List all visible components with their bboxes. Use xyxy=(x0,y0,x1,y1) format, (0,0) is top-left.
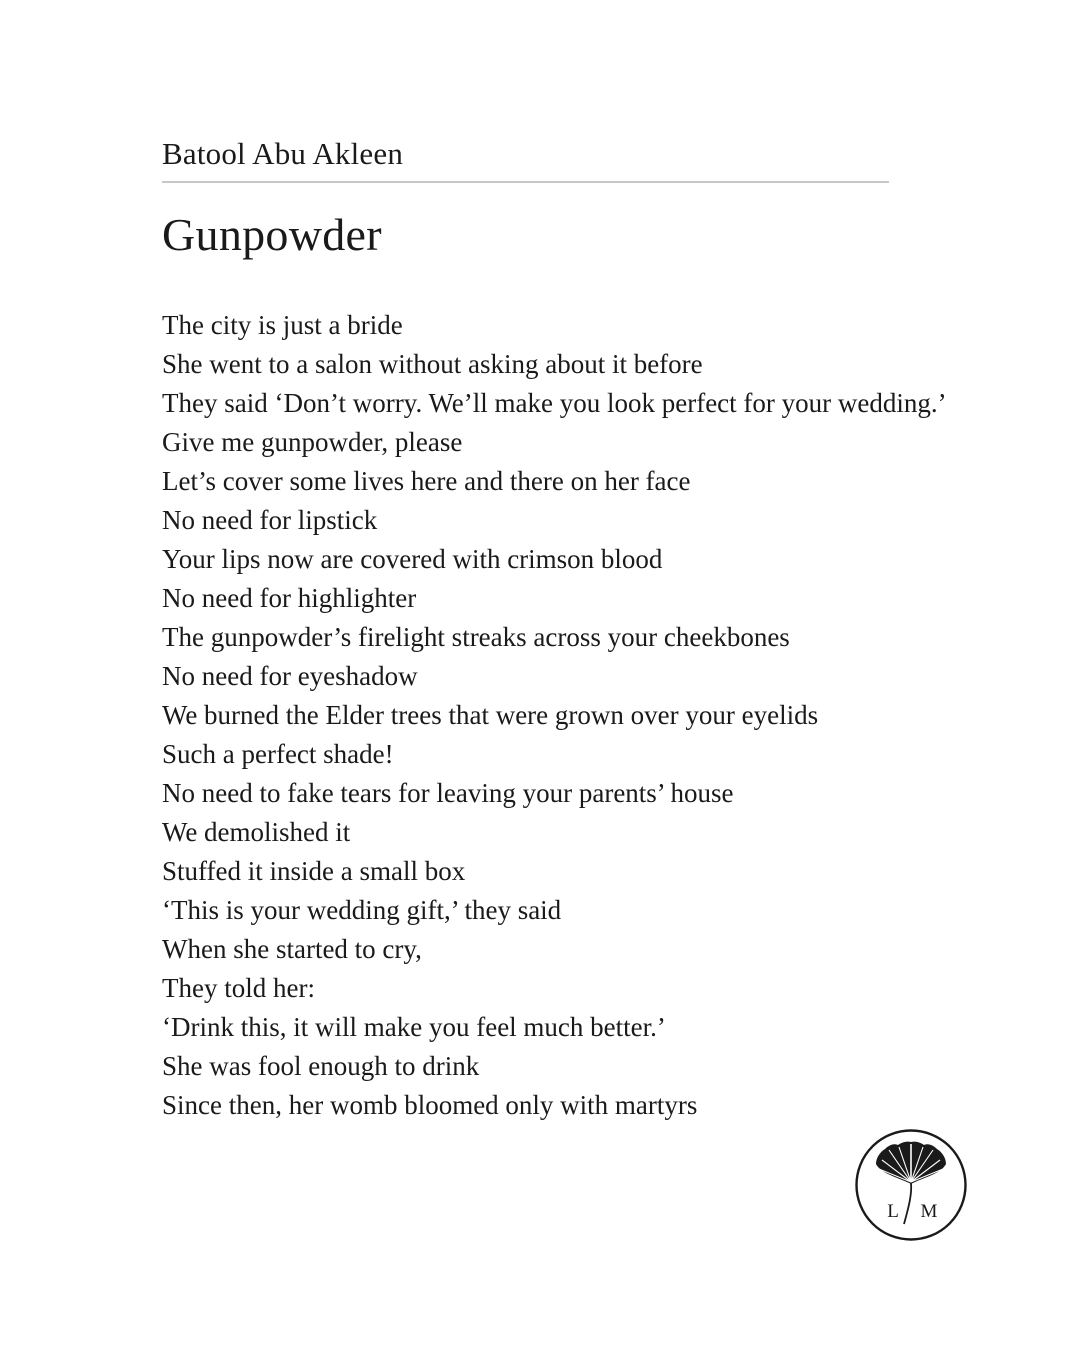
poem-line: Let’s cover some lives here and there on her face xyxy=(162,466,691,496)
divider xyxy=(162,181,889,183)
poem-line: Such a perfect shade! xyxy=(162,739,394,769)
poem-line: When she started to cry, xyxy=(162,934,422,964)
poem-line: The city is just a bride xyxy=(162,310,403,340)
poem-line: Stuffed it inside a small box xyxy=(162,856,466,886)
poem-line: Give me gunpowder, please xyxy=(162,427,463,457)
poem-line: ‘This is your wedding gift,’ they said xyxy=(162,895,562,925)
lm-logo xyxy=(854,1128,968,1242)
logo-letter-m: M xyxy=(920,1201,938,1222)
poem-line: ‘Drink this, it will make you feel much better.’ xyxy=(162,1012,666,1042)
poem-line: She went to a salon without asking about it before xyxy=(162,349,703,379)
poem-line: We demolished it xyxy=(162,817,351,847)
poem-line: No need for eyeshadow xyxy=(162,661,418,691)
poem-line: The gunpowder’s firelight streaks across your cheekbones xyxy=(162,622,790,652)
logo-letter-l: L xyxy=(887,1201,899,1222)
poem-line: We burned the Elder trees that were grown over your eyelids xyxy=(162,700,819,730)
poem-line: Your lips now are covered with crimson blood xyxy=(162,544,663,574)
poem-line: They said ‘Don’t worry. We’ll make you look perfect for your wedding.’ xyxy=(162,388,947,418)
poem-title: Gunpowder xyxy=(162,209,382,260)
poem-line: Since then, her womb bloomed only with martyrs xyxy=(162,1090,698,1120)
poem-line: No need for lipstick xyxy=(162,505,378,535)
poem-line: No need for highlighter xyxy=(162,583,417,613)
author-name: Batool Abu Akleen xyxy=(162,136,404,171)
poem-line: She was fool enough to drink xyxy=(162,1051,480,1081)
poem-body xyxy=(162,306,1042,1125)
poem-line: No need to fake tears for leaving your parents’ house xyxy=(162,778,734,808)
poem-line: They told her: xyxy=(162,973,315,1003)
